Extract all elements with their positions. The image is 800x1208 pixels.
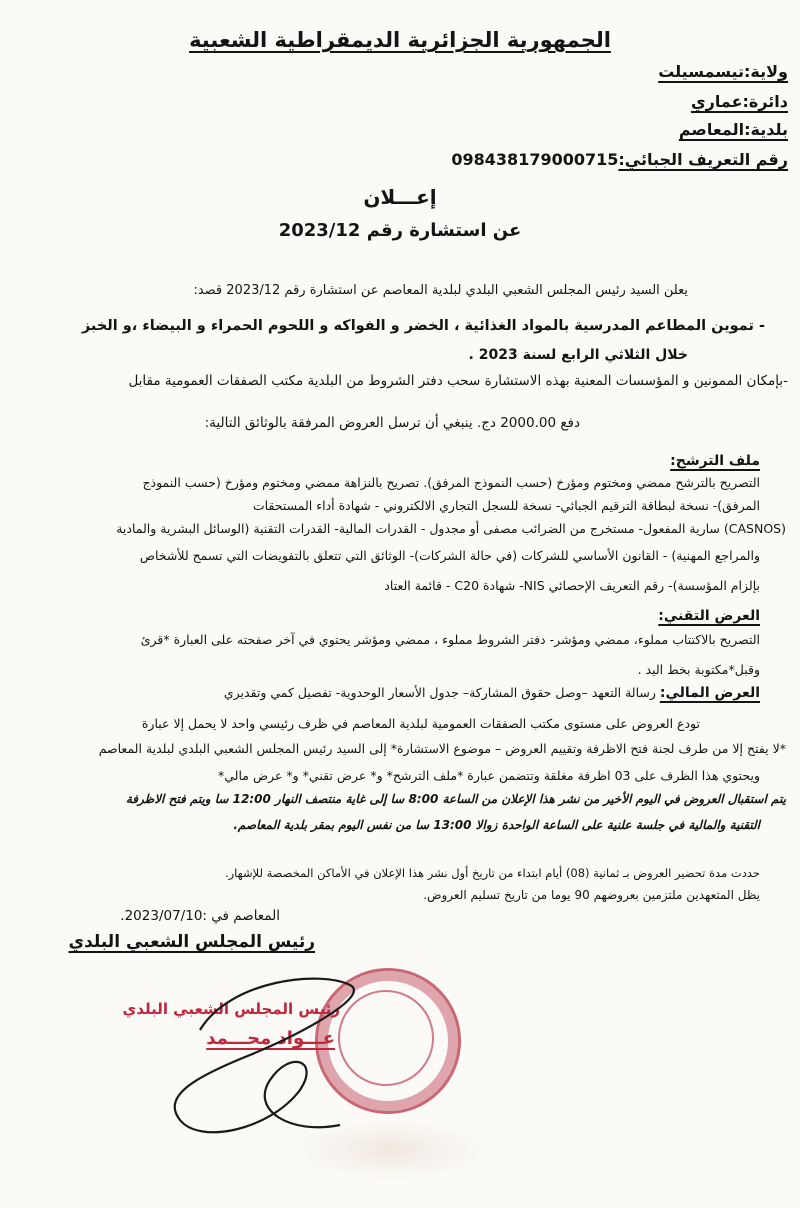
stamp-title: رئيس المجلس الشعبي البلدي bbox=[122, 1000, 340, 1018]
reception-line: يتم استقبال العروض في اليوم الأخير من نشر هذا الإعلان من الساعة 8:00 سا إلى غاية منتصف النهار 12:00 سا ويتم فتح الاظرفة bbox=[125, 792, 786, 806]
intro-paragraph: يعلن السيد رئيس المجلس الشعبي البلدي لبلدية المعاصم عن استشارة رقم 2023/12 قصد: bbox=[193, 283, 688, 298]
financial-offer-line bbox=[224, 685, 760, 701]
consultation-title: عن استشارة رقم 2023/12 bbox=[278, 220, 522, 241]
stamp-name: عـــواد محـــمد bbox=[206, 1028, 335, 1049]
deposit-line: تودع العروض على مستوى مكتب الصفقات العمومية لبلدية المعاصم في ظرف رئيسي واحد لا يحمل إلا عبارة bbox=[141, 716, 700, 731]
paper-speckle bbox=[290, 1120, 490, 1180]
wilaya-label: ولاية:تيسمسيلت bbox=[658, 62, 788, 81]
tax-id-line bbox=[451, 150, 788, 169]
technical-offer-line: التصريح بالاكتتاب مملوء، ممضي ومؤشر- دفتر الشروط مملوء ، ممضي ومؤشر يحتوي في آخر صفحته على العبارة *قرئ bbox=[140, 632, 760, 647]
object-line-2: خلال الثلاثي الرابع لسنة 2023 . bbox=[468, 347, 688, 363]
baladia-label: بلدية:المعاصم bbox=[678, 120, 788, 139]
offer-validity: يظل المتعهدين ملتزمين بعروضهم 90 يوما من تاريخ تسليم العروض. bbox=[423, 888, 760, 902]
candidacy-line: المرفق)- نسخة لبطاقة الترقيم الجبائي- نسخة للسجل التجاري الالكتروني - شهادة أداء المستحقات bbox=[252, 498, 760, 513]
place-and-date: المعاصم في :2023/07/10. bbox=[120, 908, 280, 924]
financial-offer-heading: العرض المالي: bbox=[659, 685, 760, 701]
republic-heading: الجمهورية الجزائرية الديمقراطية الشعبية bbox=[189, 28, 611, 52]
availability-line-1: -بإمكان الممونين و المؤسسات المعنية بهذه الاستشارة سحب دفتر الشروط من البلدية مكتب الصفقات العمومية مقابل bbox=[128, 373, 788, 389]
financial-offer-text: رسالة التعهد –وصل حقوق المشاركة– جدول الأسعار الوحدوية- تفصيل كمي وتقديري bbox=[223, 685, 660, 700]
preparation-duration: حددت مدة تحضير العروض بـ ثمانية (08) أيام ابتداء من تاريخ أول نشر هذا الإعلان في الأماكن المخصصة للإشهار. bbox=[224, 866, 760, 880]
candidacy-line: والمراجع المهنية) - القانون الأساسي للشركات (في حالة الشركات)- الوثائق التي تتعلق بالتفويضات التي تسمح للأشخاص bbox=[139, 548, 760, 563]
deposit-line: ويحتوي هذا الظرف على 03 اظرفة مغلقة وتتضمن عبارة *ملف الترشح* و* عرض تقني* و* عرض مالي* bbox=[218, 768, 760, 783]
announcement-title: إعـــلان bbox=[363, 185, 437, 209]
tax-id-label: رقم التعريف الجبائي: bbox=[618, 150, 788, 169]
availability-line-2: دفع 2000.00 دج. ينبغي أن ترسل العروض المرفقة بالوثائق التالية: bbox=[204, 415, 580, 431]
candidacy-line: (CASNOS) سارية المفعول- مستخرج من الضرائب مصفى أو مجدول - القدرات المالية- القدرات التقنية (الوسائل البشرية والمادية bbox=[116, 521, 786, 536]
deposit-line: *لا يفتح إلا من طرف لجنة فتح الاظرفة وتقييم العروض – موضوع الاستشارة* إلى السيد رئيس المجلس الشعبي البلدي لبلدية المعاصم bbox=[98, 741, 786, 756]
daira-label: دائرة:عماري bbox=[690, 92, 788, 111]
signatory-title: رئيس المجلس الشعبي البلدي bbox=[68, 932, 315, 952]
technical-offer-heading: العرض التقني: bbox=[658, 608, 760, 624]
tax-id-value: 098438179000715 bbox=[451, 150, 619, 169]
reception-line: التقنية والمالية في جلسة علنية على الساعة الواحدة زوالا 13:00 سا من نفس اليوم بمقر بلدية المعاصم. bbox=[233, 818, 760, 832]
candidacy-heading: ملف الترشح: bbox=[670, 453, 760, 469]
candidacy-line: بإلزام المؤسسة)- رقم التعريف الإحصائي NIS- شهادة C20 - قائمة العتاد bbox=[384, 578, 760, 593]
candidacy-line: التصريح بالترشح ممضي ومختوم ومؤرخ (حسب النموذج المرفق). تصريح بالنزاهة ممضي ومختوم ومؤرخ (حسب النموذج bbox=[142, 475, 760, 490]
technical-offer-line: وقبل*مكتوبة بخط اليد . bbox=[637, 662, 760, 677]
object-line-1: - تموين المطاعم المدرسية بالمواد الغذائية ، الخضر و الفواكه و اللحوم الحمراء و البيضاء ،و الخبز bbox=[81, 318, 765, 334]
